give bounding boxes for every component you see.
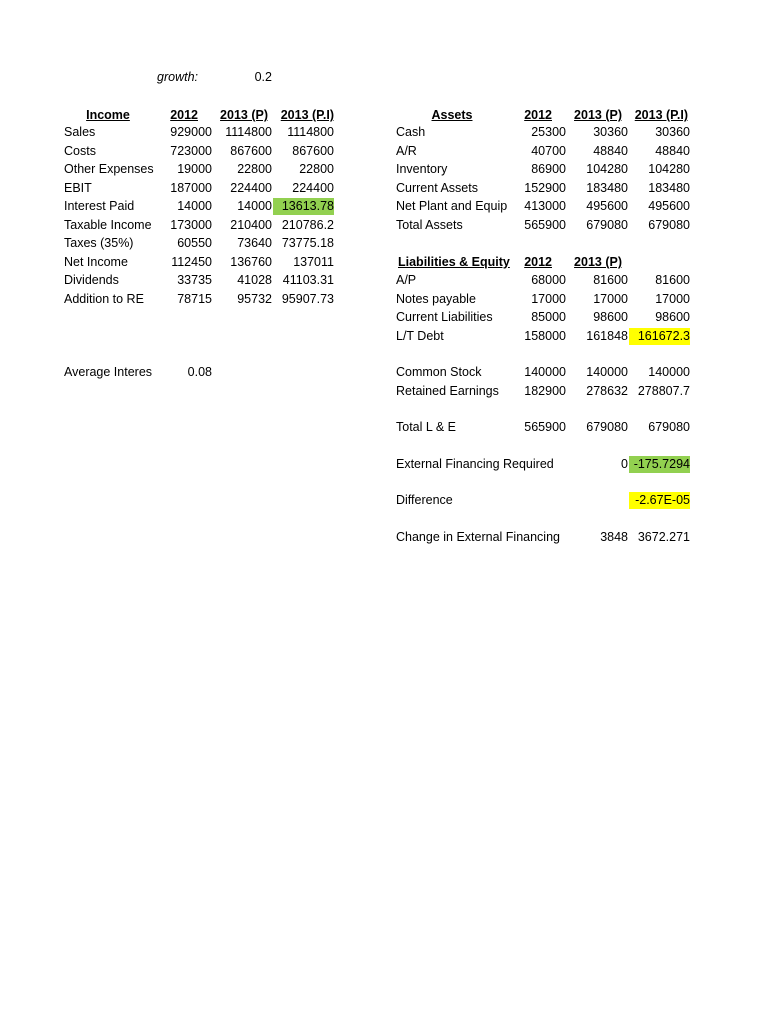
income-row-2013pi: 1114800 (287, 125, 334, 139)
assets-header-2012: 2012 (524, 108, 552, 122)
growth-label: growth: (157, 70, 198, 84)
income-row-2013p: 95732 (237, 291, 272, 306)
liabilities-row-2012: 68000 (531, 273, 566, 287)
difference-label: Difference (396, 493, 453, 507)
assets-row-2013pi: 183480 (648, 180, 690, 195)
equity-row-2012: 140000 (524, 365, 566, 379)
liabilities-row-label: Notes payable (396, 291, 476, 306)
total-le-2012: 565900 (524, 420, 566, 434)
assets-row-2012: 40700 (531, 143, 566, 158)
assets-row-2013pi: 679080 (648, 217, 690, 232)
total-le-label: Total L & E (396, 420, 456, 434)
assets-row-label: Current Assets (396, 180, 478, 195)
income-row-2013p: 867600 (230, 143, 272, 158)
assets-row-2012: 413000 (524, 199, 566, 213)
assets-header-2013p: 2013 (P) (574, 108, 622, 122)
income-row-2012: 929000 (170, 125, 212, 139)
income-row-2013p: 14000 (237, 199, 272, 213)
income-header-2013p: 2013 (P) (220, 108, 268, 122)
income-row-2012: 78715 (177, 291, 212, 306)
income-row-2012: 723000 (170, 143, 212, 158)
assets-row-2013p: 104280 (586, 162, 628, 176)
change-external-label: Change in External Financing (396, 530, 560, 544)
income-row-2012: 187000 (170, 180, 212, 195)
assets-row-2013pi: 495600 (648, 199, 690, 213)
income-header: Income (86, 108, 130, 122)
income-header-2012: 2012 (170, 108, 198, 122)
income-row-2012: 14000 (177, 199, 212, 213)
liabilities-row-2012: 17000 (531, 291, 566, 306)
assets-row-2012: 25300 (531, 125, 566, 139)
liabilities-header-2012: 2012 (524, 255, 552, 269)
external-financing-2013p: 0 (621, 457, 628, 471)
liabilities-header-2013p: 2013 (P) (574, 255, 622, 269)
equity-row-2013pi: 140000 (648, 365, 690, 379)
equity-row-label: Common Stock (396, 365, 482, 379)
income-row-2013pi: 210786.2 (281, 217, 334, 232)
assets-header: Assets (431, 108, 473, 122)
liabilities-row-2013p: 161848 (586, 328, 628, 343)
income-row-2013p: 1114800 (225, 125, 272, 139)
liabilities-row-2013p: 81600 (593, 273, 628, 287)
average-interest-value: 0.08 (187, 365, 212, 379)
equity-row-2013pi: 278807.7 (637, 383, 690, 398)
income-row-2013p: 210400 (230, 217, 272, 232)
income-row-2013pi: 22800 (299, 162, 334, 176)
equity-row-2013p: 140000 (586, 365, 628, 379)
equity-row-2013p: 278632 (586, 383, 628, 398)
assets-row-label: Cash (396, 125, 426, 139)
income-row-2013pi: 73775.18 (281, 236, 334, 250)
assets-header-2013pi: 2013 (P.I) (634, 108, 688, 122)
liabilities-row-2013pi: 17000 (655, 291, 690, 306)
liabilities-row-label: A/P (396, 273, 417, 287)
income-row-2012: 60550 (177, 236, 212, 250)
liabilities-row-2012: 158000 (524, 328, 566, 343)
liabilities-header: Liabilities & Equity (398, 255, 510, 269)
external-financing-2013pi: -175.7294 (629, 456, 690, 473)
income-row-2013p: 136760 (230, 254, 272, 269)
assets-row-2013p: 495600 (586, 199, 628, 213)
assets-row-2013p: 679080 (586, 217, 628, 232)
income-row-2013pi: 13613.78 (273, 198, 334, 215)
income-row-2013p: 224400 (230, 180, 272, 195)
income-row-label: Taxes (35%) (64, 236, 134, 250)
total-le-2013pi: 679080 (648, 420, 690, 434)
average-interest-label: Average Interes (64, 365, 153, 379)
income-row-label: Other Expenses (64, 162, 154, 176)
assets-row-2012: 86900 (531, 162, 566, 176)
income-row-2012: 19000 (177, 162, 212, 176)
assets-row-2012: 565900 (524, 217, 566, 232)
income-row-label: Net Income (64, 254, 128, 269)
assets-row-2013pi: 30360 (655, 125, 690, 139)
assets-row-2013pi: 48840 (655, 143, 690, 158)
income-row-label: Sales (64, 125, 96, 139)
income-row-2013pi: 95907.73 (281, 291, 334, 306)
equity-row-2012: 182900 (524, 383, 566, 398)
liabilities-row-2013pi: 161672.3 (629, 328, 690, 345)
income-row-2012: 33735 (177, 273, 212, 287)
income-row-2013pi: 224400 (292, 180, 334, 195)
total-le-2013p: 679080 (586, 420, 628, 434)
liabilities-row-label: L/T Debt (396, 328, 444, 343)
difference-2013pi: -2.67E-05 (629, 492, 690, 509)
income-row-label: Costs (64, 143, 96, 158)
income-row-2012: 173000 (170, 217, 212, 232)
assets-row-label: Total Assets (396, 217, 463, 232)
growth-value: 0.2 (254, 70, 272, 84)
assets-row-2013pi: 104280 (648, 162, 690, 176)
liabilities-row-2013pi: 98600 (655, 310, 690, 324)
assets-row-2013p: 30360 (593, 125, 628, 139)
assets-row-2013p: 183480 (586, 180, 628, 195)
income-row-label: Taxable Income (64, 217, 152, 232)
assets-row-label: Net Plant and Equip (396, 199, 508, 213)
liabilities-row-2013p: 17000 (593, 291, 628, 306)
income-row-2013pi: 41103.31 (282, 273, 334, 287)
income-row-label: EBIT (64, 180, 92, 195)
income-row-label: Addition to RE (64, 291, 144, 306)
income-row-2013pi: 137011 (293, 254, 334, 269)
external-financing-label: External Financing Required (396, 457, 554, 471)
income-row-2013p: 73640 (237, 236, 272, 250)
income-row-2012: 112450 (171, 254, 212, 269)
liabilities-row-label: Current Liabilities (396, 310, 493, 324)
liabilities-row-2012: 85000 (531, 310, 566, 324)
income-row-2013pi: 867600 (292, 143, 334, 158)
income-header-2013pi: 2013 (P.I) (280, 108, 334, 122)
assets-row-2012: 152900 (524, 180, 566, 195)
assets-row-label: Inventory (396, 162, 448, 176)
change-external-2013pi: 3672.271 (637, 530, 690, 544)
income-row-label: Interest Paid (64, 199, 135, 213)
assets-row-2013p: 48840 (593, 143, 628, 158)
equity-row-label: Retained Earnings (396, 383, 499, 398)
income-row-label: Dividends (64, 273, 119, 287)
liabilities-row-2013p: 98600 (593, 310, 628, 324)
assets-row-label: A/R (396, 143, 417, 158)
income-row-2013p: 22800 (237, 162, 272, 176)
liabilities-row-2013pi: 81600 (655, 273, 690, 287)
income-row-2013p: 41028 (237, 273, 272, 287)
change-external-2013p: 3848 (600, 530, 628, 544)
